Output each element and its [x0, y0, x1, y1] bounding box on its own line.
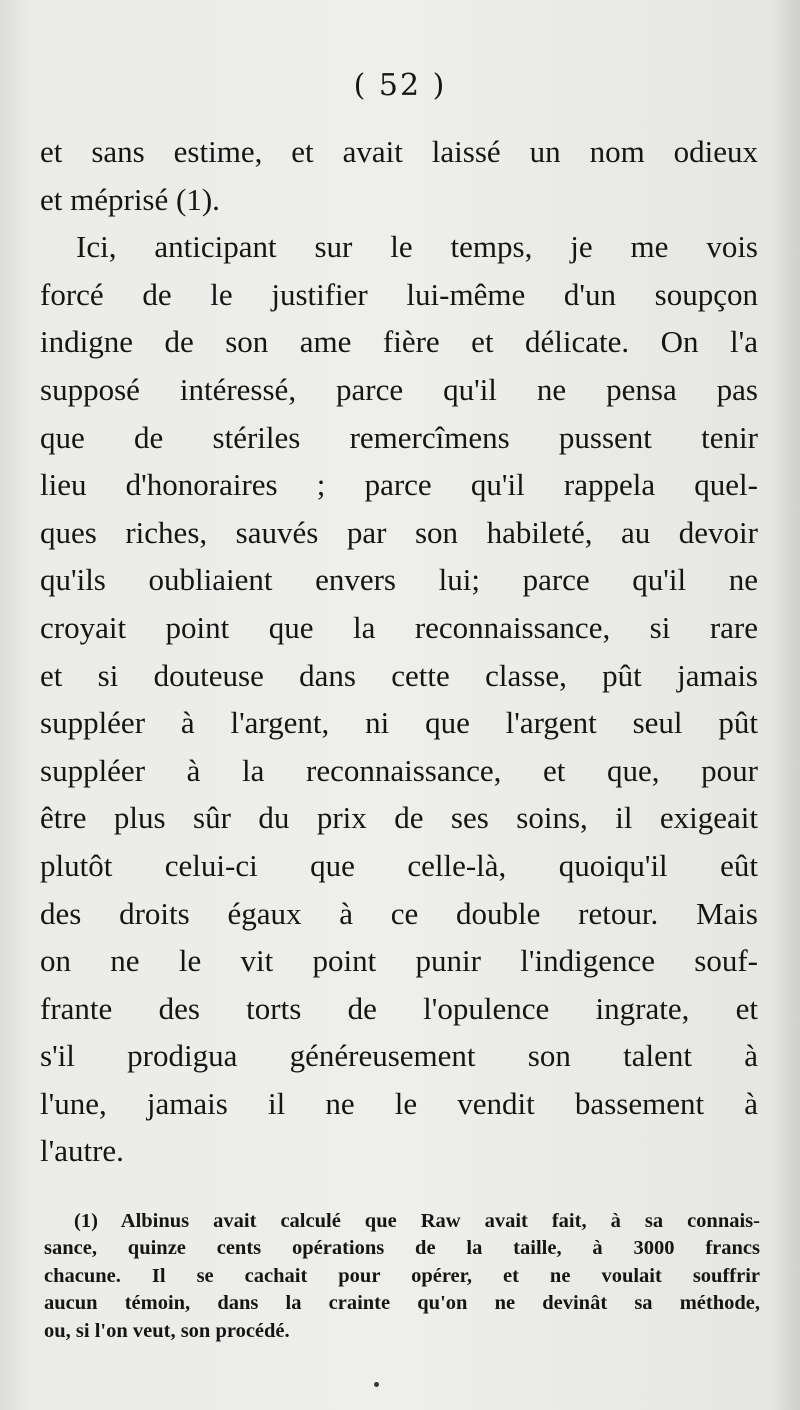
text-line: forcé de le justifier lui-même d'un soupçon: [40, 276, 758, 312]
text-line: s'il prodigua généreusement son talent à: [40, 1038, 758, 1074]
text-line: que de stériles remercîmens pussent tenir: [40, 419, 758, 455]
text-line: supposé intéressé, parce qu'il ne pensa pas: [40, 371, 758, 407]
text-line: des droits égaux à ce double retour. Mais: [40, 895, 758, 931]
main-paragraph: [40, 128, 758, 1175]
footnote: [44, 1208, 760, 1345]
text-line: l'une, jamais il ne le vendit bassement à: [40, 1085, 758, 1121]
footnote-line: (1) Albinus avait calculé que Raw avait fait, à sa connais-: [74, 1210, 760, 1232]
text-line: Ici, anticipant sur le temps, je me vois: [76, 229, 758, 265]
text-line: lieu d'honoraires ; parce qu'il rappela quel-: [40, 467, 758, 503]
text-line: qu'ils oubliaient envers lui; parce qu'il ne: [40, 562, 758, 598]
text-line: frante des torts de l'opulence ingrate, et: [40, 990, 758, 1026]
page-number-header: ( 52 ): [353, 68, 447, 103]
footnote-line: chacune. Il se cachait pour opérer, et ne voulait souffrir: [44, 1264, 760, 1287]
ink-dot: [374, 1382, 379, 1387]
text-line: suppléer à l'argent, ni que l'argent seul pût: [40, 705, 758, 741]
text-line: suppléer à la reconnaissance, et que, pour: [40, 752, 758, 788]
text-line: indigne de son ame fière et délicate. On l'a: [40, 324, 758, 360]
footnote-line: ou, si l'on veut, son procédé.: [44, 1319, 290, 1342]
text-line: être plus sûr du prix de ses soins, il exigeait: [40, 800, 758, 836]
text-line: plutôt celui-ci que celle-là, quoiqu'il eût: [40, 847, 758, 883]
text-line: croyait point que la reconnaissance, si rare: [40, 609, 758, 645]
text-line: l'autre.: [40, 1133, 124, 1169]
text-line: et sans estime, et avait laissé un nom odieux: [40, 134, 758, 169]
footnote-line: sance, quinze cents opérations de la taille, à 3000 francs: [44, 1237, 760, 1260]
text-line: on ne le vit point punir l'indigence souf-: [40, 943, 758, 979]
text-line: ques riches, sauvés par son habileté, au devoir: [40, 514, 758, 550]
text-line: et si douteuse dans cette classe, pût jamais: [40, 657, 758, 693]
footnote-line: aucun témoin, dans la crainte qu'on ne devinât sa méthode,: [44, 1292, 760, 1315]
text-line: et méprisé (1).: [40, 181, 220, 217]
